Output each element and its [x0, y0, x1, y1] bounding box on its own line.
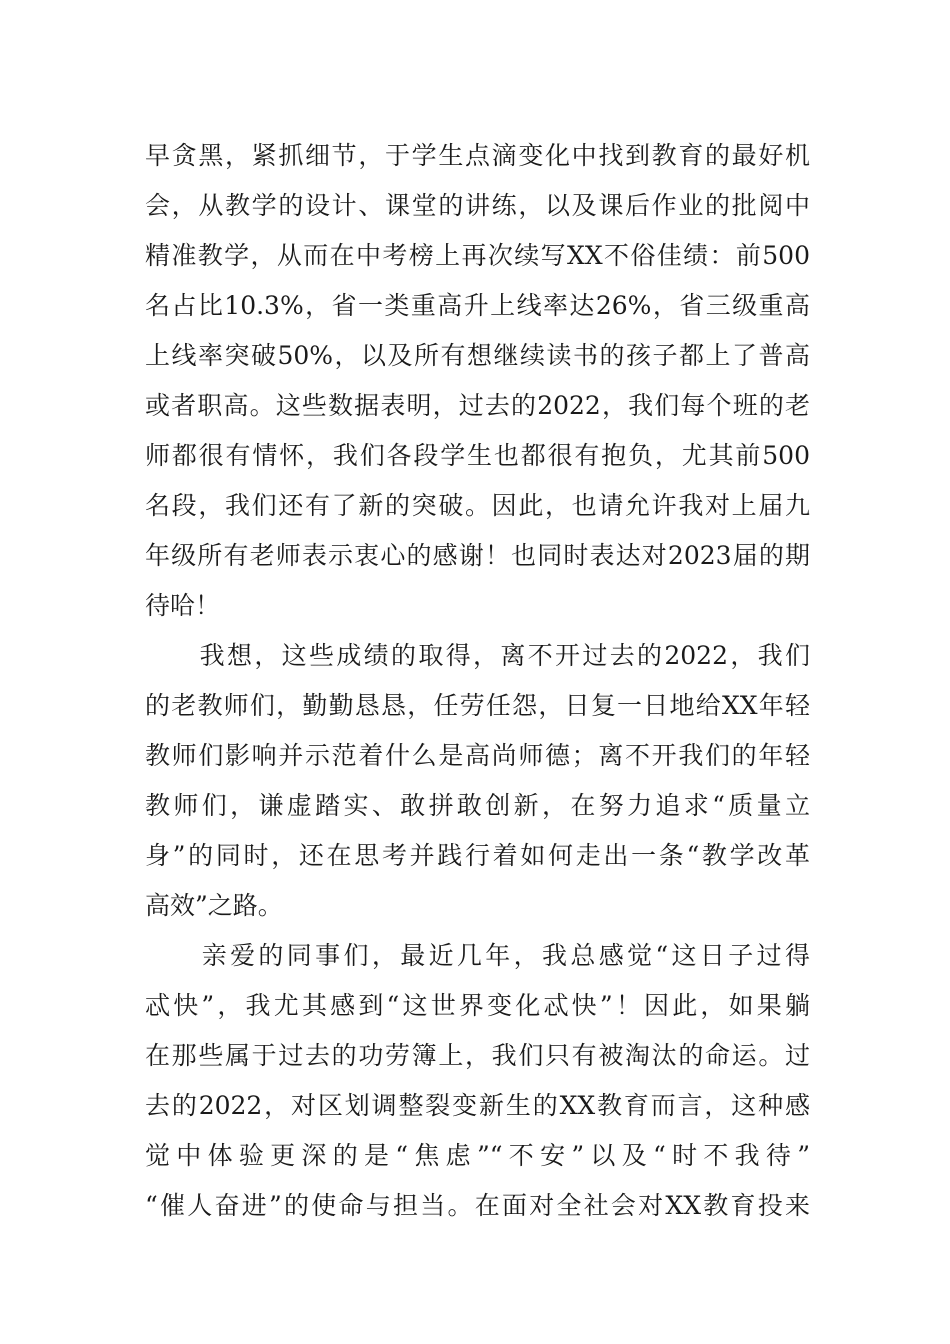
text-line: 我想，这些成绩的取得，离不开过去的2022，我们: [145, 641, 811, 670]
paragraph-2: [145, 631, 810, 931]
text-line: 名占比10.3%，省一类重高升上线率达26%，省三级重高: [145, 291, 810, 320]
text-line: 早贪黑，紧抓细节，于学生点滴变化中找到教育的最好机: [145, 141, 810, 170]
text-line: 的老教师们，勤勤恳恳，任劳任怨，日复一日地给XX年轻: [145, 691, 810, 720]
text-line: 名段，我们还有了新的突破。因此，也请允许我对上届九: [145, 491, 810, 520]
text-line: 身”的同时，还在思考并践行着如何走出一条“教学改革: [145, 841, 810, 870]
text-line: “催人奋进”的使命与担当。在面对全社会对XX教育投来: [145, 1191, 810, 1220]
text-line: 去的2022，对区划调整裂变新生的XX教育而言，这种感: [145, 1091, 810, 1120]
text-line: 精准教学，从而在中考榜上再次续写XX不俗佳绩：前500: [145, 241, 810, 270]
text-line: 高效”之路。: [145, 891, 283, 920]
text-line: 觉中体验更深的是“焦虑”“不安”以及“时不我待”: [145, 1141, 810, 1170]
text-line: 师都很有情怀，我们各段学生也都很有抱负，尤其前500: [145, 441, 810, 470]
text-line: 教师们，谦虚踏实、敢拼敢创新，在努力追求“质量立: [145, 791, 810, 820]
text-line: 年级所有老师表示衷心的感谢！也同时表达对2023届的期: [145, 541, 810, 570]
text-line: 忒快”，我尤其感到“这世界变化忒快”！因此，如果躺: [145, 991, 810, 1020]
text-line: 教师们影响并示范着什么是高尚师德；离不开我们的年轻: [145, 741, 810, 770]
paragraph-3: [145, 931, 810, 1231]
text-line: 或者职高。这些数据表明，过去的2022，我们每个班的老: [145, 391, 810, 420]
text-line: 会，从教学的设计、课堂的讲练，以及课后作业的批阅中: [145, 191, 810, 220]
paragraph-1: [145, 131, 810, 631]
text-line: 待哈！: [145, 591, 221, 620]
text-line: 在那些属于过去的功劳簿上，我们只有被淘汰的命运。过: [145, 1041, 810, 1070]
text-line: 上线率突破50%，以及所有想继续读书的孩子都上了普高: [145, 341, 810, 370]
text-line: 亲爱的同事们，最近几年，我总感觉“这日子过得: [145, 941, 810, 970]
body-text: [145, 131, 810, 1231]
